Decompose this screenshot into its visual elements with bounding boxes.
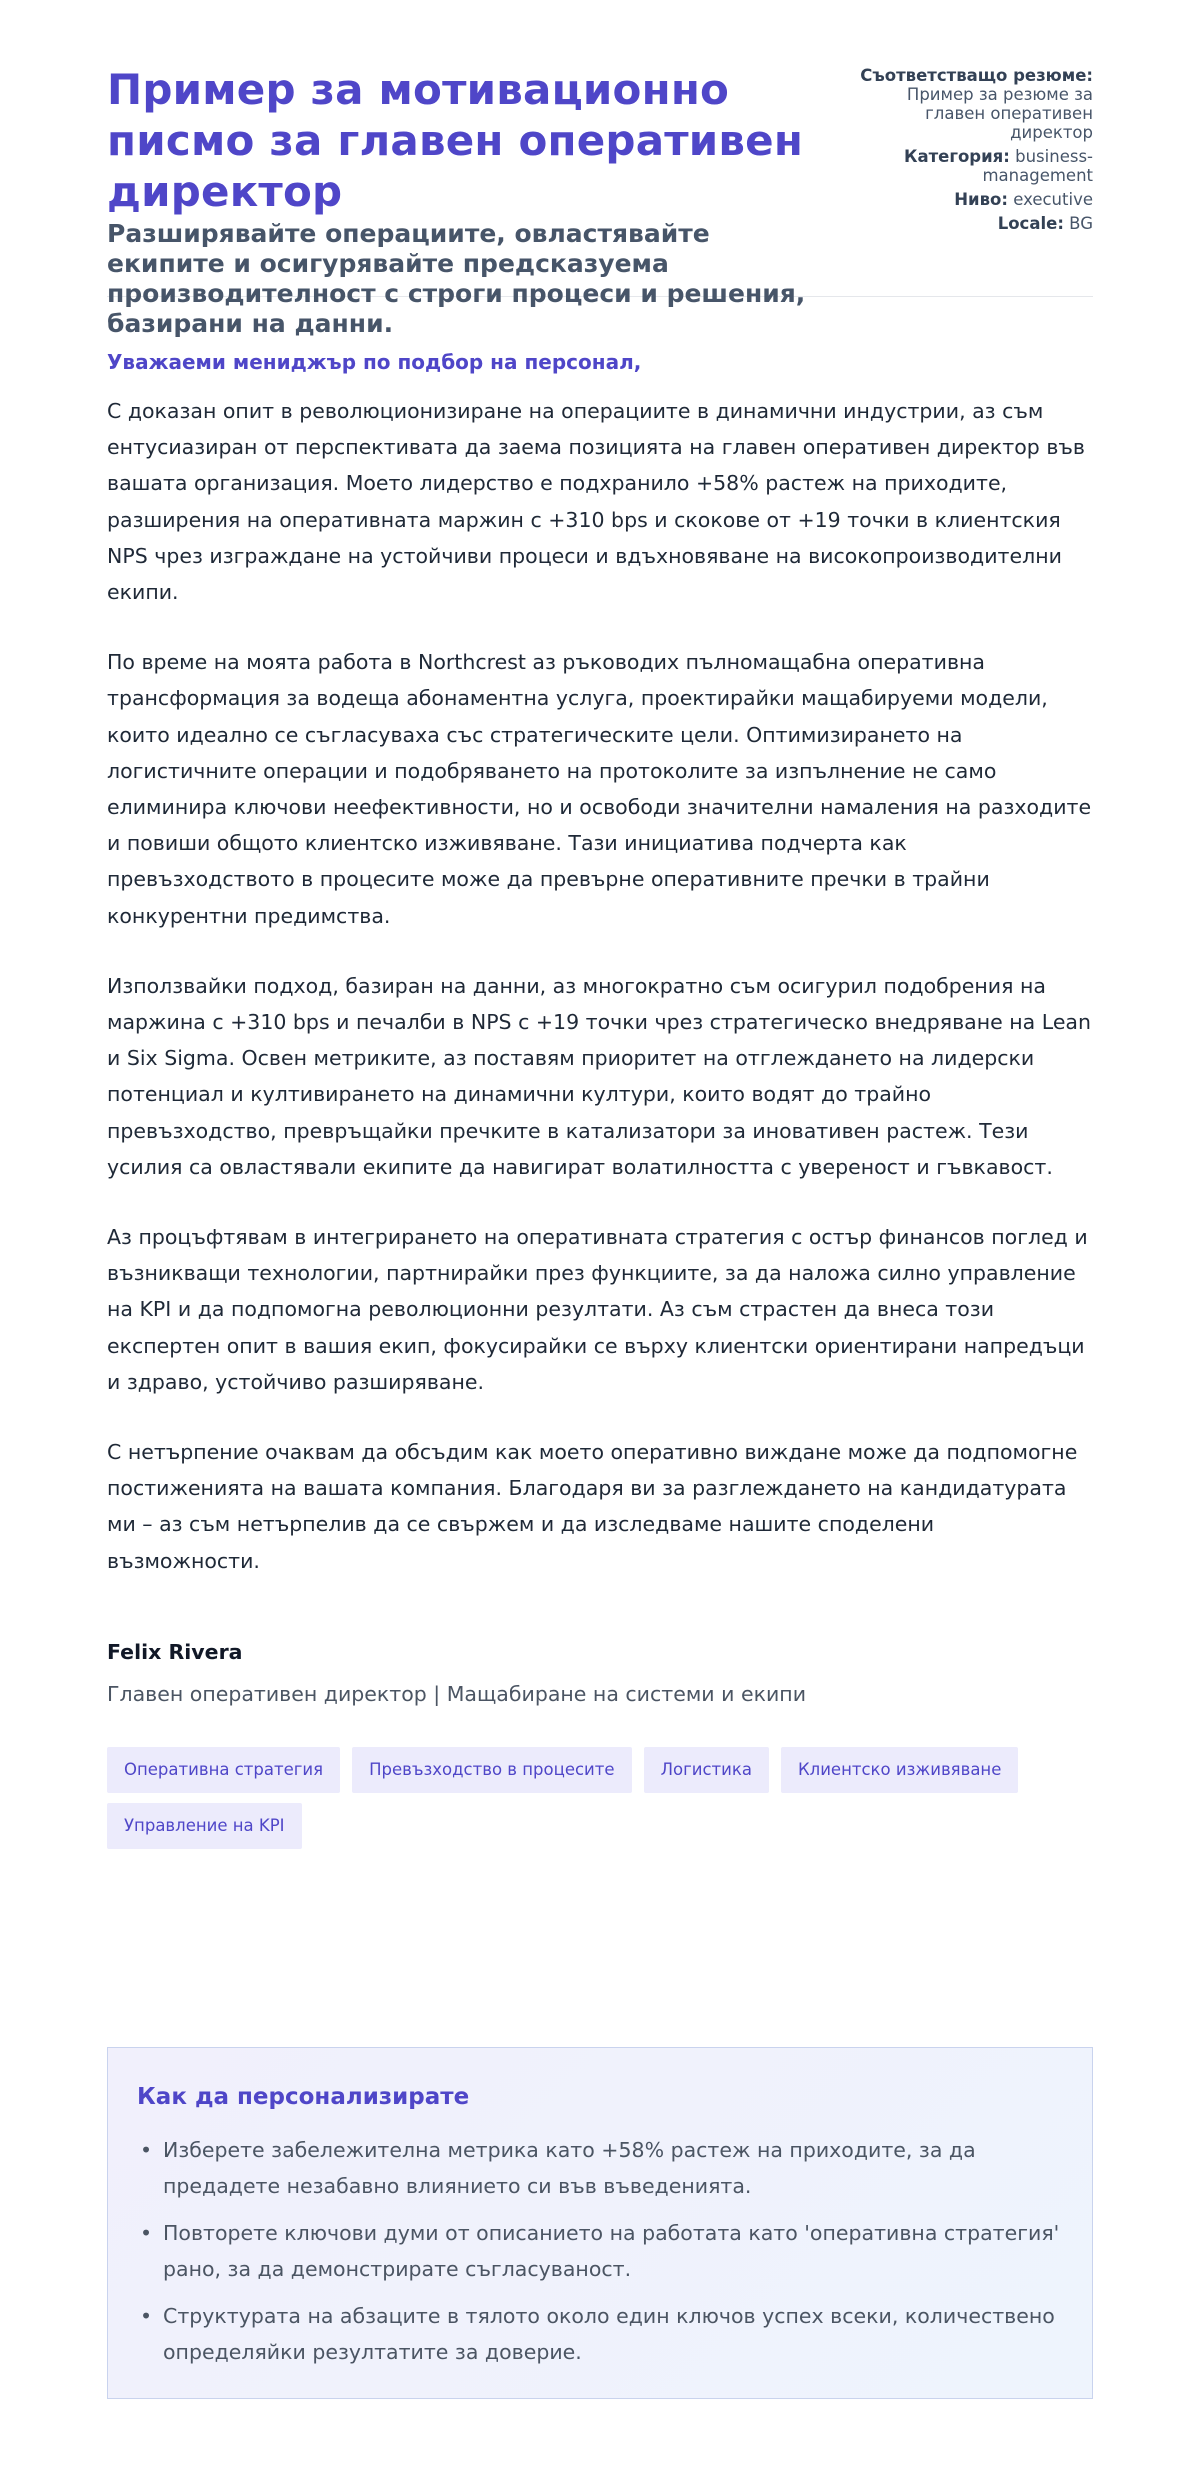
meta-resume [843, 66, 1093, 142]
page-header [107, 0, 1093, 338]
meta-category-key: Категория: [903, 147, 1010, 166]
meta-locale-value: BG [1069, 214, 1093, 233]
letter-paragraph: По време на моята работа в Northcrest аз ръководих пълномащабна оперативна трансформация за водеща абонаментна услуга, проектирайки мащабируеми модели, които идеално се съгласуваха със стратегическите цели. Оптимизирането на логистичните операции и подобряването на протоколите за изпълнение не само елиминира ключови неефективности, но и освободи значителни намаления на разходите и повиши общото клиентско изживяване. Тази инициатива подчерта как превъзходството в процесите може да превърне оперативните пречки в трайни конкурентни предимства. [107, 650, 1092, 928]
meta-resume-key: Съответстващо резюме: [860, 66, 1093, 85]
bullet-icon: • [140, 2138, 153, 2162]
meta-locale [843, 214, 1093, 233]
meta-level [843, 190, 1093, 209]
tip-item [140, 2215, 1063, 2287]
meta-category [843, 147, 1093, 185]
tip-item [140, 2132, 1063, 2204]
letter-paragraph: С доказан опит в революционизиране на операциите в динамични индустрии, аз съм ентусиазиран от перспективата да заема позицията на главен оперативен директор във вашата организация. Моето лидерство е подхранило +58% растеж на приходите, разширения на оперативната маржин с +310 bps и скокове от +19 точки в клиентския NPS чрез изграждане на устойчиви процеси и вдъхновяване на високопроизводителни екипи. [107, 399, 1085, 605]
letter-body [107, 393, 1093, 1579]
title-block [107, 64, 827, 339]
letter-paragraph: Аз процъфтявам в интегрирането на оперативната стратегия с остър финансов поглед и възникващи технологии, партнирайки през функциите, за да наложа силно управление на KPI и да подпомогна революционни резултати. Аз съм страстен да внеса този експертен опит в вашия екип, фокусирайки се върху клиентски ориентирани напредъци и здраво, устойчиво разширяване. [107, 1225, 1088, 1394]
bullet-icon: • [140, 2304, 153, 2328]
salutation: Уважаеми мениджър по подбор на персонал, [107, 350, 642, 374]
skill-tag: Превъзходство в процесите [352, 1747, 631, 1793]
letter-paragraph: С нетърпение очаквам да обсъдим как моето оперативно виждане може да подпомогне постиженията на вашата компания. Благодаря ви за разглеждането на кандидатурата ми – аз съм нетърпелив да се свържем и да изследваме нашите споделени възможности. [107, 1440, 1078, 1573]
tip-text: Повторете ключови думи от описанието на работата като 'оперативна стратегия' рано, за да демонстрирате съгласуваност. [163, 2221, 1060, 2281]
tips-list [137, 2132, 1063, 2370]
signature-name: Felix Rivera [107, 1639, 243, 1664]
page-title: Пример за мотивационно писмо за главен оперативен директор [107, 65, 804, 216]
skill-tag: Логистика [644, 1747, 769, 1793]
skill-tag: Управление на KPI [107, 1803, 302, 1849]
meta-resume-value: Пример за резюме за главен оперативен директор [906, 85, 1093, 142]
skill-tags [107, 1747, 1093, 1849]
tip-item [140, 2298, 1063, 2370]
page-subtitle: Разширявайте операциите, овластявайте екипите и осигурявайте предсказуема производителност с строги процеси и решения, базирани на данни. [107, 219, 806, 338]
skill-tag: Оперативна стратегия [107, 1747, 340, 1793]
customization-tips-box [107, 2047, 1093, 2399]
meta-panel [843, 66, 1093, 238]
signature-title: Главен оперативен директор | Мащабиране на системи и екипи [107, 1681, 807, 1706]
tip-text: Изберете забележителна метрика като +58% растеж на приходите, за да предадете незабавно влиянието си във въведенията. [163, 2138, 976, 2198]
tip-text: Структурата на абзаците в тялото около един ключов успех всеки, количествено определяйки резултатите за доверие. [163, 2304, 1055, 2364]
skill-tag: Клиентско изживяване [781, 1747, 1018, 1793]
bullet-icon: • [140, 2221, 153, 2245]
meta-category-value: business-management [982, 147, 1093, 185]
meta-level-value: executive [1013, 190, 1093, 209]
meta-locale-key: Locale: [997, 214, 1064, 233]
meta-level-key: Ниво: [954, 190, 1008, 209]
tips-title: Как да персонализирате [137, 2084, 470, 2110]
letter-paragraph: Използвайки подход, базиран на данни, аз многократно съм осигурил подобрения на маржина с +310 bps и печалби в NPS с +19 точки чрез стратегическо внедряване на Lean и Six Sigma. Освен метриките, аз поставям приоритет на отглеждането на лидерски потенциал и култивирането на динамични култури, които водят до трайно превъзходство, превръщайки пречките в катализатори за иновативен растеж. Тези усилия са овластявали екипите да навигират волатилността с увереност и гъвкавост. [107, 973, 1091, 1179]
